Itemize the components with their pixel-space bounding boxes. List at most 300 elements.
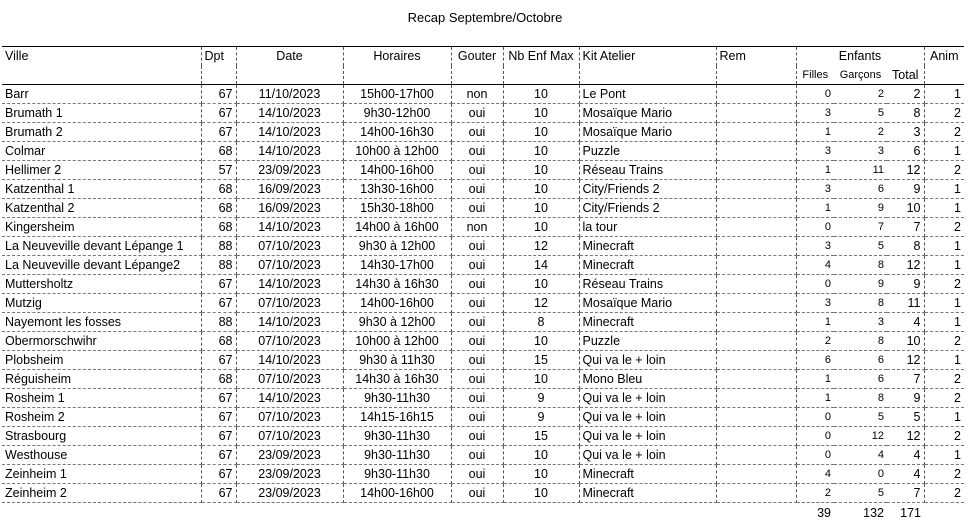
cell-date: 23/09/2023 xyxy=(236,484,343,503)
cell-rem xyxy=(716,237,796,256)
cell-total: 7 xyxy=(887,218,924,237)
cell-nb-enf-max: 10 xyxy=(503,275,579,294)
table-row xyxy=(2,332,964,351)
cell-date: 23/09/2023 xyxy=(236,446,343,465)
cell-garcons: 11 xyxy=(834,161,887,180)
cell-anim: 1 xyxy=(924,142,964,161)
cell-anim: 2 xyxy=(924,427,964,446)
cell-gouter: non xyxy=(451,218,503,237)
cell-kit-atelier: Minecraft xyxy=(579,313,716,332)
cell-nb-enf-max: 12 xyxy=(503,294,579,313)
cell-ville: Hellimer 2 xyxy=(2,161,201,180)
cell-rem xyxy=(716,427,796,446)
cell-anim: 2 xyxy=(924,123,964,142)
table-row xyxy=(2,465,964,484)
cell-date: 14/10/2023 xyxy=(236,351,343,370)
header-date: Date xyxy=(236,47,343,67)
cell-anim: 2 xyxy=(924,161,964,180)
cell-dpt: 88 xyxy=(201,237,236,256)
cell-rem xyxy=(716,389,796,408)
cell-total: 7 xyxy=(887,484,924,503)
cell-rem xyxy=(716,275,796,294)
cell-anim: 2 xyxy=(924,104,964,123)
cell-nb-enf-max: 9 xyxy=(503,408,579,427)
cell-nb-enf-max: 15 xyxy=(503,427,579,446)
cell-nb-enf-max: 10 xyxy=(503,484,579,503)
cell-dpt: 88 xyxy=(201,256,236,275)
cell-total: 4 xyxy=(887,313,924,332)
cell-nb-enf-max: 12 xyxy=(503,237,579,256)
cell-kit-atelier: la tour xyxy=(579,218,716,237)
table-row xyxy=(2,275,964,294)
cell-garcons: 0 xyxy=(834,465,887,484)
cell-kit-atelier: Mosaïque Mario xyxy=(579,104,716,123)
header-rem: Rem xyxy=(716,47,796,67)
cell-ville: Mutzig xyxy=(2,294,201,313)
cell-filles: 0 xyxy=(796,85,834,104)
cell-garcons: 5 xyxy=(834,408,887,427)
cell-garcons: 5 xyxy=(834,237,887,256)
cell-total: 9 xyxy=(887,389,924,408)
cell-ville: Colmar xyxy=(2,142,201,161)
cell-rem xyxy=(716,332,796,351)
cell-total: 2 xyxy=(887,85,924,104)
cell-ville: Réguisheim xyxy=(2,370,201,389)
cell-horaires: 9h30 à 12h00 xyxy=(343,237,451,256)
cell-date: 07/10/2023 xyxy=(236,256,343,275)
cell-dpt: 88 xyxy=(201,313,236,332)
cell-rem xyxy=(716,85,796,104)
cell-horaires: 14h00 à 16h00 xyxy=(343,218,451,237)
cell-nb-enf-max: 10 xyxy=(503,446,579,465)
cell-anim: 2 xyxy=(924,484,964,503)
cell-ville: Westhouse xyxy=(2,446,201,465)
cell-garcons: 8 xyxy=(834,256,887,275)
cell-ville: Katzenthal 1 xyxy=(2,180,201,199)
cell-kit-atelier: Mono Bleu xyxy=(579,370,716,389)
cell-date: 07/10/2023 xyxy=(236,237,343,256)
cell-filles: 1 xyxy=(796,199,834,218)
cell-gouter: oui xyxy=(451,142,503,161)
cell-filles: 6 xyxy=(796,351,834,370)
cell-horaires: 14h30 à 16h30 xyxy=(343,275,451,294)
cell-nb-enf-max: 10 xyxy=(503,123,579,142)
cell-rem xyxy=(716,408,796,427)
cell-total: 8 xyxy=(887,237,924,256)
cell-gouter: oui xyxy=(451,256,503,275)
cell-kit-atelier: Qui va le + loin xyxy=(579,351,716,370)
table-row xyxy=(2,484,964,503)
cell-date: 23/09/2023 xyxy=(236,161,343,180)
cell-dpt: 67 xyxy=(201,104,236,123)
cell-nb-enf-max: 10 xyxy=(503,199,579,218)
cell-dpt: 67 xyxy=(201,351,236,370)
cell-ville: Plobsheim xyxy=(2,351,201,370)
cell-filles: 0 xyxy=(796,446,834,465)
cell-anim: 1 xyxy=(924,408,964,427)
cell-rem xyxy=(716,218,796,237)
cell-garcons: 8 xyxy=(834,389,887,408)
cell-filles: 1 xyxy=(796,161,834,180)
cell-gouter: oui xyxy=(451,123,503,142)
cell-garcons: 8 xyxy=(834,332,887,351)
cell-anim: 1 xyxy=(924,446,964,465)
cell-ville: Brumath 2 xyxy=(2,123,201,142)
table-row xyxy=(2,123,964,142)
cell-kit-atelier: Mosaïque Mario xyxy=(579,294,716,313)
cell-rem xyxy=(716,313,796,332)
cell-ville: Zeinheim 1 xyxy=(2,465,201,484)
table-row xyxy=(2,351,964,370)
header-garcons: Garçons xyxy=(834,66,887,85)
cell-nb-enf-max: 15 xyxy=(503,351,579,370)
cell-garcons: 9 xyxy=(834,275,887,294)
cell-dpt: 68 xyxy=(201,180,236,199)
table-row xyxy=(2,294,964,313)
cell-rem xyxy=(716,294,796,313)
table-row xyxy=(2,180,964,199)
cell-gouter: oui xyxy=(451,275,503,294)
cell-garcons: 9 xyxy=(834,199,887,218)
cell-anim: 1 xyxy=(924,294,964,313)
table-row xyxy=(2,218,964,237)
cell-total: 10 xyxy=(887,332,924,351)
cell-date: 07/10/2023 xyxy=(236,427,343,446)
cell-total: 3 xyxy=(887,123,924,142)
cell-nb-enf-max: 10 xyxy=(503,161,579,180)
cell-anim: 2 xyxy=(924,465,964,484)
cell-kit-atelier: Qui va le + loin xyxy=(579,446,716,465)
cell-garcons: 6 xyxy=(834,180,887,199)
cell-anim: 1 xyxy=(924,256,964,275)
cell-kit-atelier: Minecraft xyxy=(579,237,716,256)
cell-anim: 2 xyxy=(924,370,964,389)
cell-rem xyxy=(716,180,796,199)
cell-rem xyxy=(716,446,796,465)
cell-total: 12 xyxy=(887,256,924,275)
cell-filles: 3 xyxy=(796,142,834,161)
cell-total: 5 xyxy=(887,408,924,427)
cell-ville: La Neuveville devant Lépange2 xyxy=(2,256,201,275)
cell-total: 10 xyxy=(887,199,924,218)
cell-rem xyxy=(716,351,796,370)
cell-filles: 1 xyxy=(796,313,834,332)
cell-horaires: 9h30-11h30 xyxy=(343,389,451,408)
cell-horaires: 14h15-16h15 xyxy=(343,408,451,427)
cell-horaires: 9h30 à 12h00 xyxy=(343,313,451,332)
table-row xyxy=(2,370,964,389)
cell-filles: 2 xyxy=(796,484,834,503)
table-row xyxy=(2,446,964,465)
cell-filles: 2 xyxy=(796,332,834,351)
total-enfants: 171 xyxy=(900,506,921,520)
cell-nb-enf-max: 10 xyxy=(503,104,579,123)
cell-dpt: 67 xyxy=(201,408,236,427)
cell-total: 12 xyxy=(887,427,924,446)
cell-kit-atelier: Réseau Trains xyxy=(579,275,716,294)
header-enfants: Enfants xyxy=(796,47,924,67)
cell-gouter: oui xyxy=(451,199,503,218)
sheet-title: Recap Septembre/Octobre xyxy=(407,10,563,25)
cell-nb-enf-max: 14 xyxy=(503,256,579,275)
cell-ville: Katzenthal 2 xyxy=(2,199,201,218)
header-nb-enf-max: Nb Enf Max xyxy=(503,47,579,67)
cell-nb-enf-max: 10 xyxy=(503,180,579,199)
cell-anim: 1 xyxy=(924,180,964,199)
cell-date: 16/09/2023 xyxy=(236,180,343,199)
header-anim: Anim xyxy=(924,47,964,67)
cell-nb-enf-max: 8 xyxy=(503,313,579,332)
cell-horaires: 14h30 à 16h30 xyxy=(343,370,451,389)
cell-dpt: 67 xyxy=(201,446,236,465)
cell-ville: Nayemont les fosses xyxy=(2,313,201,332)
cell-gouter: oui xyxy=(451,465,503,484)
cell-ville: Strasbourg xyxy=(2,427,201,446)
cell-total: 4 xyxy=(887,446,924,465)
cell-gouter: oui xyxy=(451,161,503,180)
cell-kit-atelier: Minecraft xyxy=(579,256,716,275)
cell-date: 11/10/2023 xyxy=(236,85,343,104)
cell-ville: Rosheim 1 xyxy=(2,389,201,408)
cell-kit-atelier: City/Friends 2 xyxy=(579,199,716,218)
cell-gouter: oui xyxy=(451,446,503,465)
cell-filles: 0 xyxy=(796,275,834,294)
cell-garcons: 7 xyxy=(834,218,887,237)
cell-anim: 1 xyxy=(924,199,964,218)
cell-ville: La Neuveville devant Lépange 1 xyxy=(2,237,201,256)
cell-dpt: 67 xyxy=(201,294,236,313)
table-row xyxy=(2,161,964,180)
cell-date: 14/10/2023 xyxy=(236,123,343,142)
cell-date: 14/10/2023 xyxy=(236,275,343,294)
cell-kit-atelier: Le Pont xyxy=(579,85,716,104)
cell-date: 07/10/2023 xyxy=(236,370,343,389)
cell-dpt: 68 xyxy=(201,370,236,389)
cell-garcons: 4 xyxy=(834,446,887,465)
cell-filles: 3 xyxy=(796,180,834,199)
header-horaires: Horaires xyxy=(343,47,451,67)
table-row xyxy=(2,85,964,104)
cell-horaires: 9h30 à 11h30 xyxy=(343,351,451,370)
cell-garcons: 8 xyxy=(834,294,887,313)
cell-dpt: 67 xyxy=(201,123,236,142)
cell-date: 23/09/2023 xyxy=(236,465,343,484)
cell-dpt: 67 xyxy=(201,484,236,503)
cell-kit-atelier: Puzzle xyxy=(579,142,716,161)
cell-rem xyxy=(716,123,796,142)
cell-garcons: 6 xyxy=(834,351,887,370)
cell-horaires: 9h30-12h00 xyxy=(343,104,451,123)
cell-filles: 4 xyxy=(796,256,834,275)
cell-kit-atelier: Minecraft xyxy=(579,484,716,503)
cell-horaires: 10h00 à 12h00 xyxy=(343,332,451,351)
cell-gouter: oui xyxy=(451,408,503,427)
cell-date: 07/10/2023 xyxy=(236,332,343,351)
cell-ville: Rosheim 2 xyxy=(2,408,201,427)
cell-anim: 2 xyxy=(924,218,964,237)
table-row xyxy=(2,199,964,218)
cell-gouter: oui xyxy=(451,484,503,503)
cell-gouter: oui xyxy=(451,180,503,199)
cell-filles: 0 xyxy=(796,408,834,427)
cell-ville: Muttersholtz xyxy=(2,275,201,294)
cell-dpt: 67 xyxy=(201,465,236,484)
cell-dpt: 68 xyxy=(201,332,236,351)
cell-anim: 2 xyxy=(924,332,964,351)
cell-date: 07/10/2023 xyxy=(236,294,343,313)
cell-dpt: 68 xyxy=(201,199,236,218)
cell-date: 07/10/2023 xyxy=(236,408,343,427)
cell-dpt: 67 xyxy=(201,427,236,446)
cell-ville: Barr xyxy=(2,85,201,104)
cell-kit-atelier: Mosaïque Mario xyxy=(579,123,716,142)
cell-garcons: 6 xyxy=(834,370,887,389)
cell-dpt: 68 xyxy=(201,218,236,237)
cell-anim: 1 xyxy=(924,351,964,370)
cell-rem xyxy=(716,104,796,123)
cell-garcons: 5 xyxy=(834,484,887,503)
cell-horaires: 9h30-11h30 xyxy=(343,465,451,484)
cell-kit-atelier: City/Friends 2 xyxy=(579,180,716,199)
cell-dpt: 57 xyxy=(201,161,236,180)
cell-gouter: oui xyxy=(451,237,503,256)
cell-ville: Brumath 1 xyxy=(2,104,201,123)
table-row xyxy=(2,313,964,332)
cell-horaires: 15h00-17h00 xyxy=(343,85,451,104)
cell-kit-atelier: Minecraft xyxy=(579,465,716,484)
cell-filles: 4 xyxy=(796,465,834,484)
cell-date: 14/10/2023 xyxy=(236,389,343,408)
cell-filles: 1 xyxy=(796,389,834,408)
cell-horaires: 15h30-18h00 xyxy=(343,199,451,218)
cell-filles: 1 xyxy=(796,370,834,389)
cell-date: 14/10/2023 xyxy=(236,218,343,237)
table-row xyxy=(2,142,964,161)
cell-date: 14/10/2023 xyxy=(236,313,343,332)
cell-nb-enf-max: 10 xyxy=(503,218,579,237)
cell-total: 8 xyxy=(887,104,924,123)
cell-horaires: 9h30-11h30 xyxy=(343,427,451,446)
cell-gouter: oui xyxy=(451,294,503,313)
header-ville: Ville xyxy=(2,47,201,67)
header-gouter: Gouter xyxy=(451,47,503,67)
cell-rem xyxy=(716,142,796,161)
cell-rem xyxy=(716,484,796,503)
table-row xyxy=(2,256,964,275)
cell-garcons: 12 xyxy=(834,427,887,446)
cell-horaires: 10h00 à 12h00 xyxy=(343,142,451,161)
cell-filles: 0 xyxy=(796,218,834,237)
header-total: Total xyxy=(887,66,924,85)
cell-ville: Kingersheim xyxy=(2,218,201,237)
table-row xyxy=(2,408,964,427)
cell-kit-atelier: Qui va le + loin xyxy=(579,389,716,408)
cell-date: 16/09/2023 xyxy=(236,199,343,218)
cell-horaires: 14h00-16h00 xyxy=(343,294,451,313)
cell-date: 14/10/2023 xyxy=(236,142,343,161)
cell-gouter: oui xyxy=(451,370,503,389)
cell-garcons: 2 xyxy=(834,85,887,104)
cell-total: 9 xyxy=(887,180,924,199)
table-row xyxy=(2,237,964,256)
cell-filles: 0 xyxy=(796,427,834,446)
total-filles: 39 xyxy=(817,506,831,520)
cell-dpt: 67 xyxy=(201,275,236,294)
table-row xyxy=(2,104,964,123)
cell-gouter: oui xyxy=(451,313,503,332)
cell-rem xyxy=(716,370,796,389)
cell-total: 4 xyxy=(887,465,924,484)
cell-horaires: 14h00-16h00 xyxy=(343,161,451,180)
cell-anim: 1 xyxy=(924,313,964,332)
cell-garcons: 3 xyxy=(834,142,887,161)
total-garcons: 132 xyxy=(863,506,884,520)
cell-gouter: non xyxy=(451,85,503,104)
cell-nb-enf-max: 10 xyxy=(503,465,579,484)
cell-rem xyxy=(716,256,796,275)
table-row xyxy=(2,427,964,446)
cell-total: 6 xyxy=(887,142,924,161)
cell-garcons: 2 xyxy=(834,123,887,142)
cell-kit-atelier: Réseau Trains xyxy=(579,161,716,180)
cell-total: 9 xyxy=(887,275,924,294)
header-dpt: Dpt xyxy=(201,47,236,67)
cell-horaires: 14h30-17h00 xyxy=(343,256,451,275)
cell-gouter: oui xyxy=(451,332,503,351)
cell-gouter: oui xyxy=(451,427,503,446)
cell-gouter: oui xyxy=(451,389,503,408)
table-row xyxy=(2,389,964,408)
cell-nb-enf-max: 10 xyxy=(503,142,579,161)
cell-rem xyxy=(716,465,796,484)
cell-nb-enf-max: 9 xyxy=(503,389,579,408)
cell-total: 7 xyxy=(887,370,924,389)
cell-horaires: 13h30-16h00 xyxy=(343,180,451,199)
cell-anim: 1 xyxy=(924,237,964,256)
cell-horaires: 14h00-16h00 xyxy=(343,484,451,503)
cell-horaires: 14h00-16h30 xyxy=(343,123,451,142)
cell-filles: 3 xyxy=(796,294,834,313)
header-kit-atelier: Kit Atelier xyxy=(579,47,716,67)
cell-kit-atelier: Puzzle xyxy=(579,332,716,351)
cell-dpt: 67 xyxy=(201,85,236,104)
cell-gouter: oui xyxy=(451,104,503,123)
cell-filles: 3 xyxy=(796,104,834,123)
cell-total: 12 xyxy=(887,161,924,180)
cell-horaires: 9h30-11h30 xyxy=(343,446,451,465)
cell-anim: 2 xyxy=(924,389,964,408)
cell-total: 12 xyxy=(887,351,924,370)
cell-kit-atelier: Qui va le + loin xyxy=(579,427,716,446)
cell-garcons: 3 xyxy=(834,313,887,332)
cell-dpt: 67 xyxy=(201,389,236,408)
cell-ville: Zeinheim 2 xyxy=(2,484,201,503)
cell-nb-enf-max: 10 xyxy=(503,85,579,104)
cell-filles: 3 xyxy=(796,237,834,256)
cell-filles: 1 xyxy=(796,123,834,142)
cell-garcons: 5 xyxy=(834,104,887,123)
cell-anim: 2 xyxy=(924,275,964,294)
cell-rem xyxy=(716,161,796,180)
header-filles: Filles xyxy=(796,66,834,85)
cell-gouter: oui xyxy=(451,351,503,370)
cell-kit-atelier: Qui va le + loin xyxy=(579,408,716,427)
recap-table xyxy=(2,46,964,523)
cell-anim: 1 xyxy=(924,85,964,104)
cell-total: 11 xyxy=(887,294,924,313)
cell-date: 14/10/2023 xyxy=(236,104,343,123)
cell-dpt: 68 xyxy=(201,142,236,161)
